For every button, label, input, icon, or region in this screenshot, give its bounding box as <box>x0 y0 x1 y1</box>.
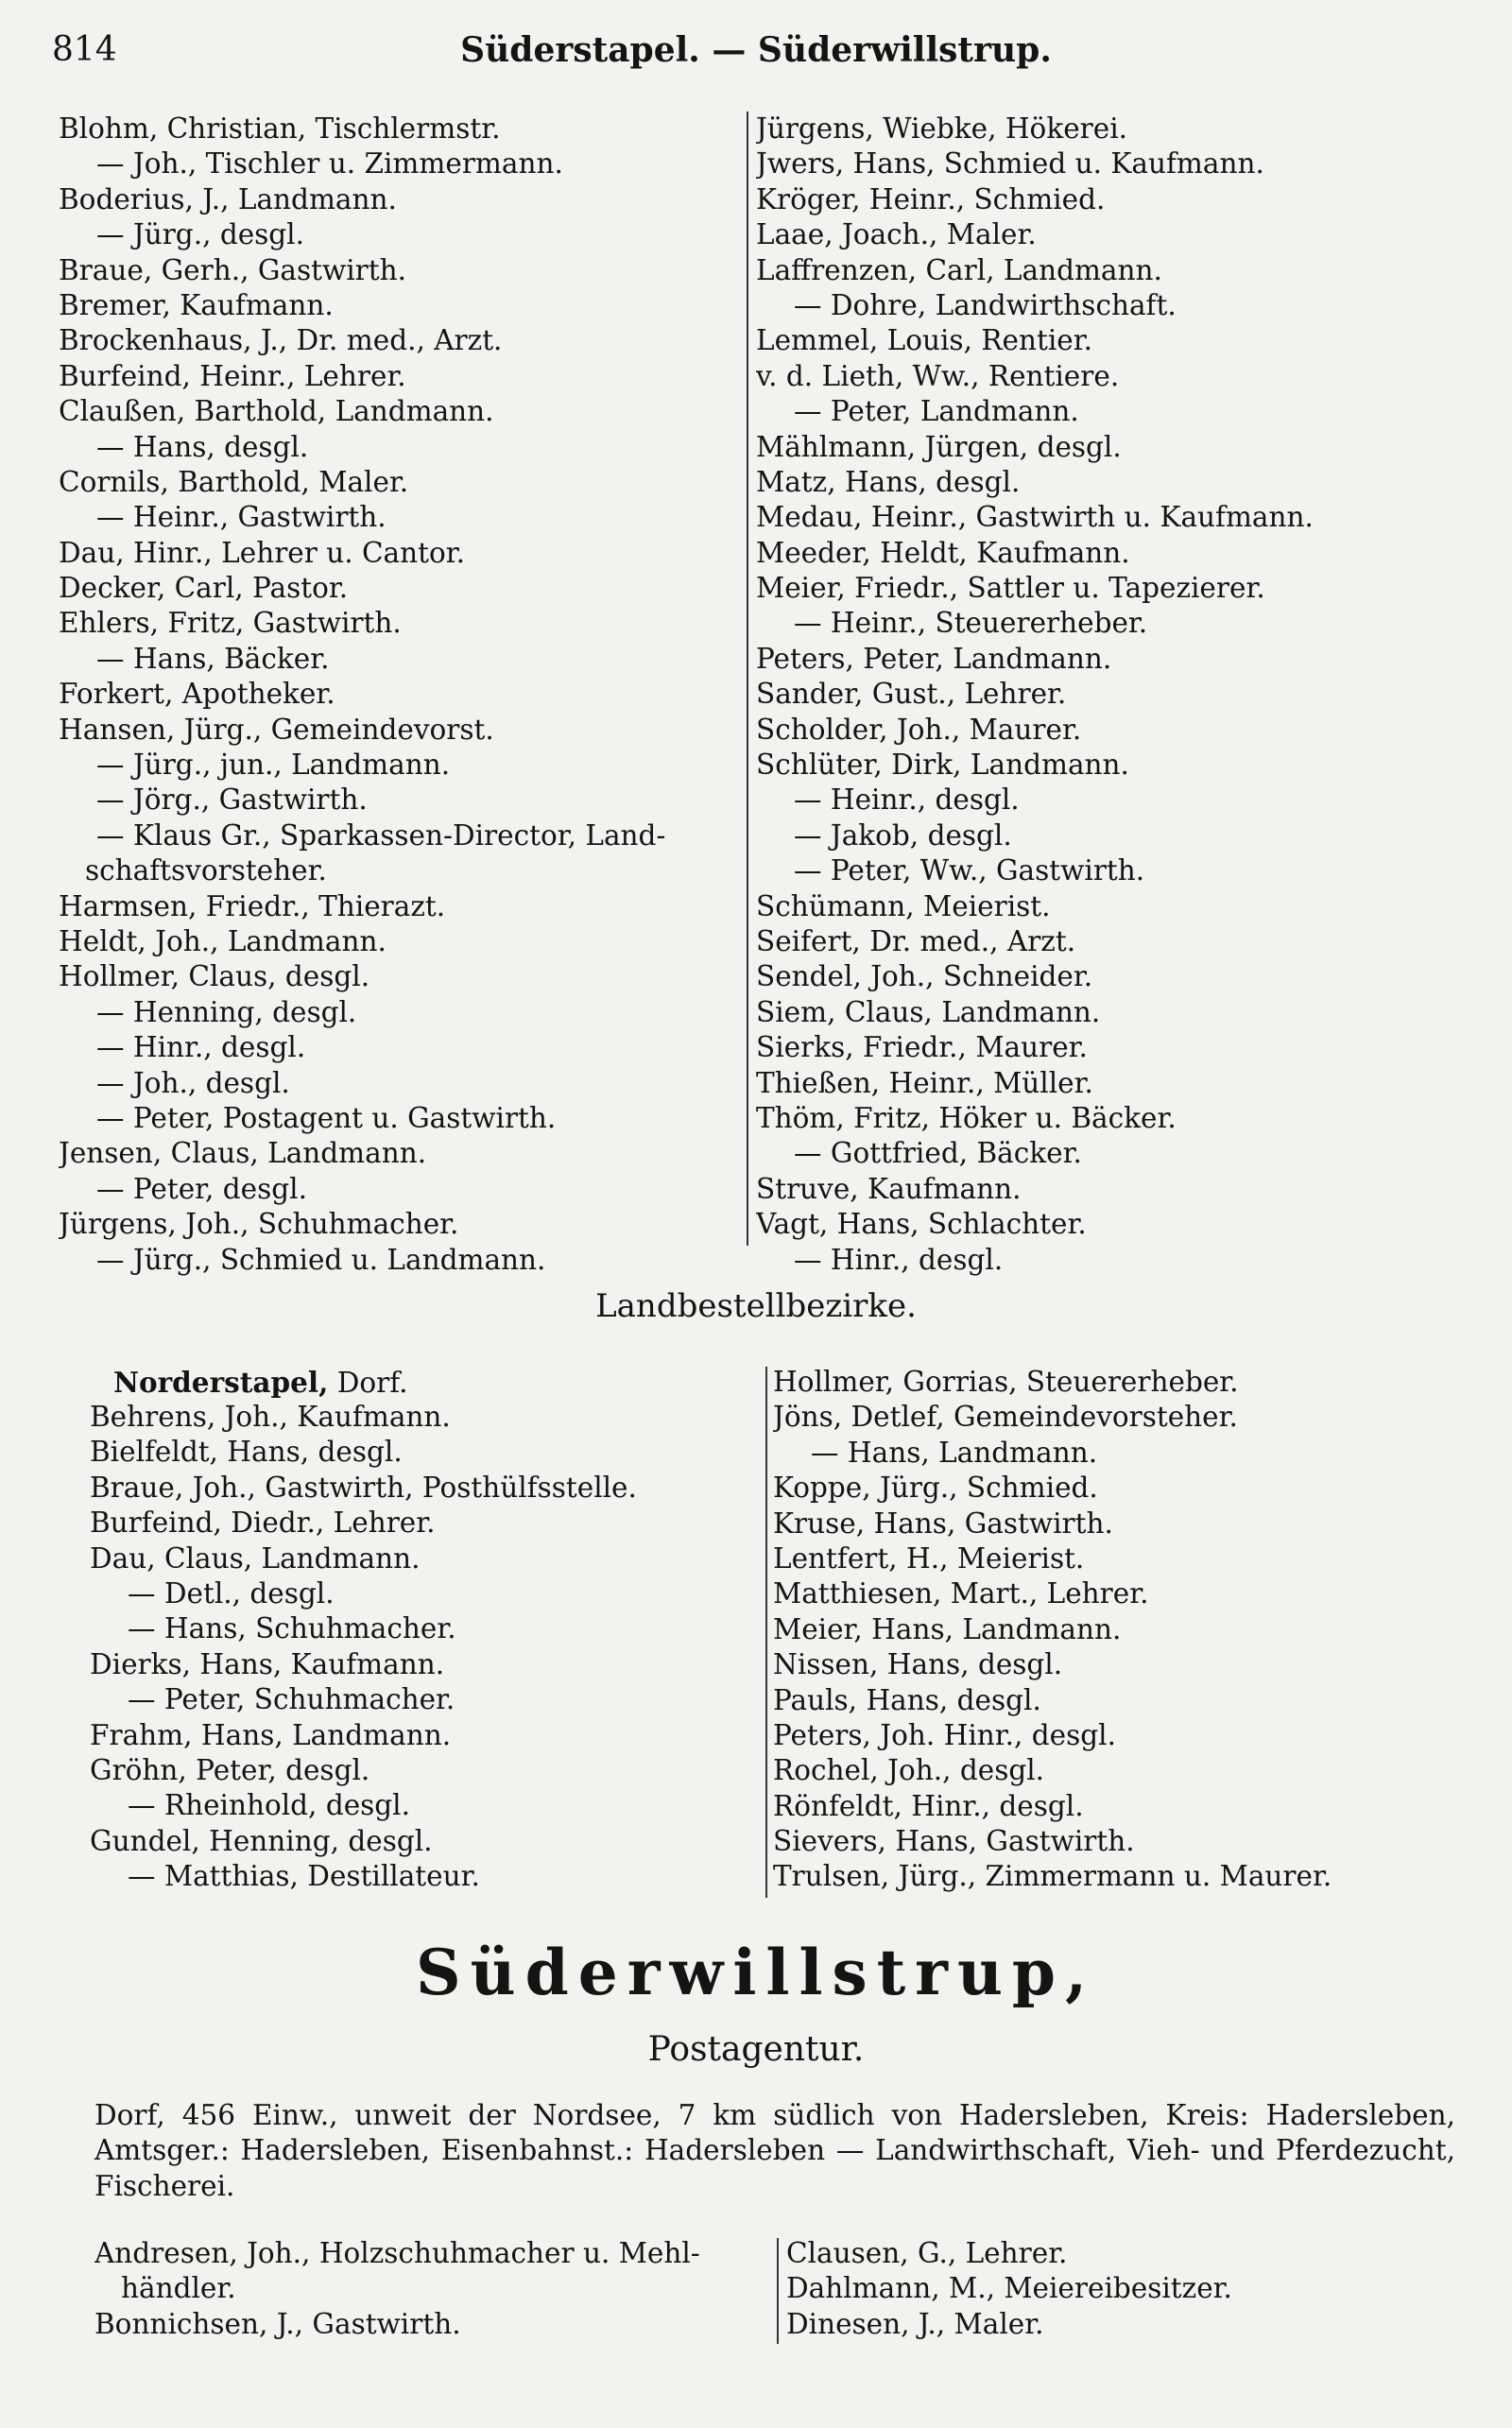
running-title: Süderstapel. — Süderwillstrup. <box>460 30 1052 70</box>
directory-entry: Schlüter, Dirk, Landmann. <box>756 749 1129 782</box>
directory-entry: Hollmer, Claus, desgl. <box>59 960 370 993</box>
place-description: Dorf, 456 Einw., unweit der Nordsee, 7 km südlich von Hadersleben, Kreis: Hadersleben, Amtsger.: Hadersleben, Eisenbahnst.: Hadersleben — Landwirthschaft, Vieh- und Pferdezucht, Fischerei. <box>94 2099 1455 2202</box>
directory-entry: Sievers, Hans, Gastwirth. <box>773 1825 1135 1858</box>
directory-entry: Cornils, Barthold, Maler. <box>59 465 409 498</box>
directory-entry: Rönfeldt, Hinr., desgl. <box>773 1789 1084 1822</box>
directory-entry: Jensen, Claus, Landmann. <box>59 1137 427 1170</box>
directory-entry: Peters, Peter, Landmann. <box>756 642 1112 675</box>
directory-entry: Hansen, Jürg., Gemeindevorst. <box>59 713 494 746</box>
directory-entry: Dahlmann, M., Meiereibesitzer. <box>786 2272 1232 2305</box>
directory-entry: — Jürg., jun., Landmann. <box>96 749 451 782</box>
directory-entry: Seifert, Dr. med., Arzt. <box>756 924 1076 957</box>
directory-entry: — Heinr., Steuererheber. <box>794 607 1148 640</box>
column-divider <box>747 112 748 1246</box>
directory-entry: Lentfert, H., Meierist. <box>773 1541 1085 1575</box>
directory-entry: Jürgens, Wiebke, Hökerei. <box>756 112 1128 145</box>
place-right-column <box>786 2236 1448 2342</box>
village-heading <box>113 1365 756 1400</box>
village-type: Dorf. <box>336 1367 408 1399</box>
directory-entry: — Hans, Schuhmacher. <box>128 1612 456 1645</box>
directory-entry: Vagt, Hans, Schlachter. <box>756 1208 1087 1241</box>
rural-delivery-heading: Landbestellbezirke. <box>595 1287 917 1325</box>
directory-entry: Meeder, Heldt, Kaufmann. <box>756 536 1130 569</box>
directory-entry: — Klaus Gr., Sparkassen-Director, Land- <box>96 818 666 852</box>
directory-entry: Clausen, G., Lehrer. <box>786 2237 1068 2269</box>
directory-entry: schaftsvorsteher. <box>85 854 327 887</box>
directory-entry: — Heinr., desgl. <box>794 784 1020 817</box>
directory-entry: Decker, Carl, Pastor. <box>59 572 349 605</box>
directory-entry: Bonnichsen, J., Gastwirth. <box>94 2307 461 2340</box>
directory-entry: — Joh., Tischler u. Zimmermann. <box>96 147 563 181</box>
directory-entry: — Hans, Landmann. <box>811 1436 1098 1469</box>
column-divider <box>777 2238 779 2344</box>
directory-entry: Mählmann, Jürgen, desgl. <box>756 430 1122 463</box>
directory-entry: — Peter, Postagent u. Gastwirth. <box>96 1101 557 1134</box>
directory-entry: händler. <box>121 2272 236 2305</box>
directory-entry: Schümann, Meierist. <box>756 889 1051 922</box>
directory-entry: — Gottfried, Bäcker. <box>794 1137 1082 1170</box>
village-name: Norderstapel, <box>113 1366 329 1399</box>
directory-entry: Sierks, Friedr., Maurer. <box>756 1031 1088 1064</box>
directory-entry: Siem, Claus, Landmann. <box>756 995 1101 1028</box>
page-header <box>52 30 1460 87</box>
directory-entry: — Peter, Ww., Gastwirth. <box>794 854 1145 887</box>
directory-entry: — Peter, Schuhmacher. <box>128 1683 455 1716</box>
directory-entry: Dierks, Hans, Kaufmann. <box>90 1647 445 1680</box>
directory-entry: — Hinr., desgl. <box>794 1243 1004 1276</box>
directory-entry: — Hans, Bäcker. <box>96 642 330 675</box>
directory-entry: Sander, Gust., Lehrer. <box>756 678 1067 711</box>
directory-entry: Ehlers, Fritz, Gastwirth. <box>59 607 402 640</box>
directory-entry: Nissen, Hans, desgl. <box>773 1648 1063 1681</box>
directory-entry: Gröhn, Peter, desgl. <box>90 1753 370 1786</box>
directory-entry: Andresen, Joh., Holzschuhmacher u. Mehl- <box>94 2237 700 2269</box>
place-title: Süderwillstrup, <box>415 1936 1097 2009</box>
rural-right-column <box>773 1365 1453 1895</box>
directory-entry: Heldt, Joh., Landmann. <box>59 924 387 957</box>
residents-left-column <box>59 112 739 1278</box>
directory-entry: — Jakob, desgl. <box>794 818 1012 852</box>
directory-entry: — Matthias, Destillateur. <box>128 1860 480 1893</box>
directory-entry: Thießen, Heinr., Müller. <box>756 1066 1093 1099</box>
rural-left-column <box>90 1400 751 1894</box>
directory-entry: — Hinr., desgl. <box>96 1031 306 1064</box>
directory-entry: — Heinr., Gastwirth. <box>96 501 387 534</box>
directory-entry: — Detl., desgl. <box>128 1576 335 1610</box>
directory-entry: Claußen, Barthold, Landmann. <box>59 395 494 428</box>
directory-entry: Jöns, Detlef, Gemeindevorsteher. <box>773 1401 1238 1434</box>
directory-entry: Brockenhaus, J., Dr. med., Arzt. <box>59 324 503 357</box>
directory-entry: — Jürg., desgl. <box>96 218 304 251</box>
directory-entry: Jürgens, Joh., Schuhmacher. <box>59 1208 459 1241</box>
directory-entry: Behrens, Joh., Kaufmann. <box>90 1401 451 1433</box>
directory-entry: — Rheinhold, desgl. <box>128 1789 410 1822</box>
directory-entry: Struve, Kaufmann. <box>756 1172 1022 1205</box>
directory-entry: Scholder, Joh., Maurer. <box>756 713 1082 746</box>
directory-entry: Bielfeldt, Hans, desgl. <box>90 1436 403 1469</box>
place-left-column <box>94 2236 765 2342</box>
directory-entry: Lemmel, Louis, Rentier. <box>756 324 1092 357</box>
directory-entry: Pauls, Hans, desgl. <box>773 1683 1041 1716</box>
directory-entry: Burfeind, Heinr., Lehrer. <box>59 359 406 392</box>
residents-right-column <box>756 112 1455 1278</box>
place-subtitle: Postagentur. <box>647 2030 865 2069</box>
directory-entry: Matz, Hans, desgl. <box>756 465 1021 498</box>
directory-entry: Blohm, Christian, Tischlermstr. <box>59 112 501 145</box>
directory-entry: Braue, Joh., Gastwirth, Posthülfsstelle. <box>90 1471 637 1504</box>
directory-entry: — Jürg., Schmied u. Landmann. <box>96 1243 546 1276</box>
directory-entry: Frahm, Hans, Landmann. <box>90 1718 452 1751</box>
directory-entry: Jwers, Hans, Schmied u. Kaufmann. <box>756 147 1264 181</box>
directory-entry: — Hans, desgl. <box>96 430 309 463</box>
directory-entry: Thöm, Fritz, Höker u. Bäcker. <box>756 1101 1177 1134</box>
directory-entry: Bremer, Kaufmann. <box>59 288 334 321</box>
directory-entry: Meier, Friedr., Sattler u. Tapezierer. <box>756 572 1265 605</box>
directory-entry: Trulsen, Jürg., Zimmermann u. Maurer. <box>773 1860 1332 1893</box>
directory-entry: Matthiesen, Mart., Lehrer. <box>773 1577 1149 1610</box>
directory-entry: Dinesen, J., Maler. <box>786 2307 1044 2340</box>
directory-entry: — Henning, desgl. <box>96 995 357 1028</box>
directory-entry: Medau, Heinr., Gastwirth u. Kaufmann. <box>756 501 1314 534</box>
directory-entry: — Jörg., Gastwirth. <box>96 784 368 817</box>
directory-entry: Forkert, Apotheker. <box>59 678 335 711</box>
page-number: 814 <box>52 30 117 69</box>
directory-entry: Laffrenzen, Carl, Landmann. <box>756 253 1162 286</box>
directory-entry: — Peter, Landmann. <box>794 395 1079 428</box>
directory-entry: — Peter, desgl. <box>96 1172 307 1205</box>
directory-entry: Hollmer, Gorrias, Steuererheber. <box>773 1366 1239 1398</box>
directory-entry: Kruse, Hans, Gastwirth. <box>773 1507 1113 1540</box>
directory-entry: Sendel, Joh., Schneider. <box>756 960 1093 993</box>
directory-entry: Meier, Hans, Landmann. <box>773 1612 1122 1645</box>
directory-entry: Koppe, Jürg., Schmied. <box>773 1472 1098 1505</box>
directory-entry: Gundel, Henning, desgl. <box>90 1824 433 1857</box>
directory-entry: Boderius, J., Landmann. <box>59 182 397 215</box>
directory-entry: Harmsen, Friedr., Thierazt. <box>59 889 446 922</box>
directory-entry: v. d. Lieth, Ww., Rentiere. <box>756 359 1120 392</box>
directory-entry: — Dohre, Landwirthschaft. <box>794 288 1177 321</box>
directory-entry: Laae, Joach., Maler. <box>756 218 1037 251</box>
directory-entry: Dau, Claus, Landmann. <box>90 1541 421 1575</box>
directory-entry: Kröger, Heinr., Schmied. <box>756 182 1106 215</box>
directory-entry: — Joh., desgl. <box>96 1066 290 1099</box>
directory-entry: Peters, Joh. Hinr., desgl. <box>773 1718 1116 1751</box>
directory-entry: Braue, Gerh., Gastwirth. <box>59 253 407 286</box>
column-divider <box>765 1367 767 1898</box>
directory-entry: Rochel, Joh., desgl. <box>773 1754 1045 1787</box>
directory-entry: Burfeind, Diedr., Lehrer. <box>90 1507 436 1540</box>
directory-entry: Dau, Hinr., Lehrer u. Cantor. <box>59 536 465 569</box>
